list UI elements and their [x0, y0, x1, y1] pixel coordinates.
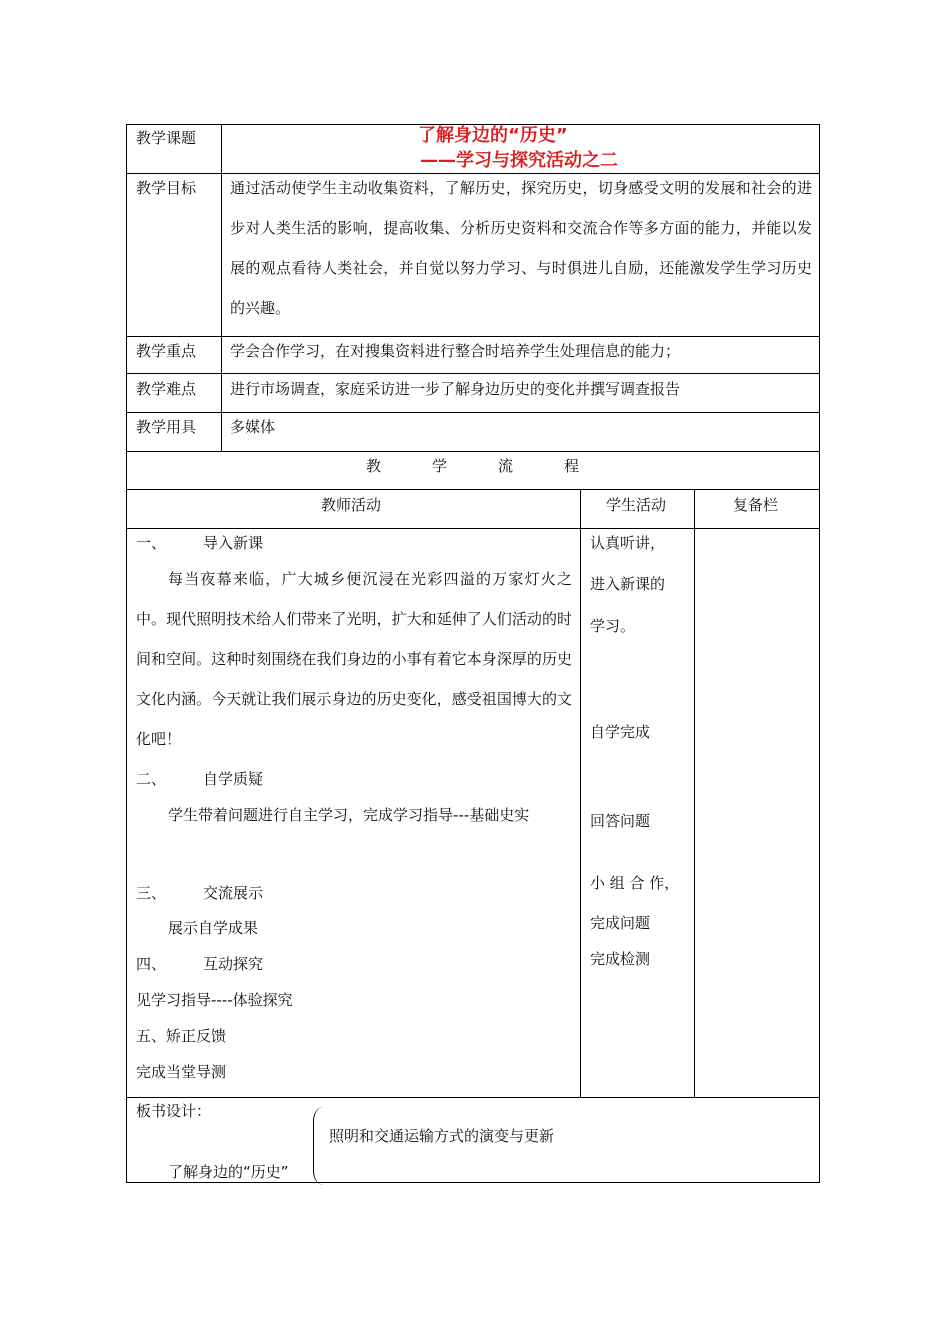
section-number: 二、	[136, 770, 167, 788]
difficulty-text: 进行市场调查，家庭采访进一步了解身边历史的变化并撰写调查报告	[230, 380, 681, 398]
focus-label: 教学重点	[136, 342, 197, 360]
student-activity: 学习。	[590, 617, 636, 635]
board-branch: 照明和交通运输方式的演变与更新	[329, 1127, 555, 1145]
row-divider	[126, 451, 820, 452]
flow-heading-char: 流	[498, 457, 514, 475]
student-activity: 回答问题	[590, 812, 651, 830]
student-activity: 自学完成	[590, 723, 651, 741]
topic-label: 教学课题	[136, 129, 197, 147]
section-title: 五、矫正反馈	[136, 1027, 227, 1045]
student-column-header: 学生活动	[606, 496, 667, 514]
section-title: 互动探究	[203, 955, 264, 973]
section-text: 见学习指导----体验探究	[136, 991, 293, 1009]
tools-text: 多媒体	[230, 418, 276, 436]
student-activity: 完成问题	[590, 914, 651, 932]
label-column-divider	[221, 124, 222, 451]
section-number: 三、	[136, 884, 167, 902]
tools-label: 教学用具	[136, 418, 197, 436]
goal-label: 教学目标	[136, 179, 197, 197]
teacher-student-divider	[580, 489, 581, 1097]
row-divider	[126, 412, 820, 413]
student-activity: 小 组 合 作，	[590, 874, 680, 892]
teacher-column-header: 教师活动	[321, 496, 382, 514]
lesson-subtitle: ——学习与探究活动之二	[420, 150, 618, 171]
flow-heading-char: 程	[564, 457, 580, 475]
brace-icon	[313, 1107, 325, 1185]
intro-paragraph: 每当夜幕来临，广大城乡便沉浸在光彩四溢的万家灯火之中。现代照明技术给人们带来了光明，扩大和延伸了人们活动的时间和空间。这种时刻围绕在我们身边的小事有着它本身深厚的历史文化内涵。今天就让我们展示身边的历史变化，感受祖国博大的文化吧！	[136, 570, 572, 748]
self-study-paragraph: 学生带着问题进行自主学习，完成学习指导---基础史实	[168, 806, 530, 824]
student-activity: 进入新课的	[590, 575, 666, 593]
section-title: 自学质疑	[203, 770, 264, 788]
difficulty-label: 教学难点	[136, 380, 197, 398]
student-activity: 完成检测	[590, 950, 651, 968]
section-text: 完成当堂导测	[136, 1063, 227, 1081]
section-title: 交流展示	[203, 884, 264, 902]
section-text: 展示自学成果	[168, 919, 259, 937]
flow-heading-char: 学	[432, 457, 448, 475]
section-number: 四、	[136, 955, 167, 973]
flow-heading-char: 教	[366, 457, 382, 475]
student-review-divider	[694, 489, 695, 1097]
section-title: 导入新课	[203, 534, 264, 552]
review-column-header: 复备栏	[733, 496, 779, 514]
row-divider	[126, 373, 820, 374]
row-divider	[126, 1097, 820, 1098]
goal-text: 通过活动使学生主动收集资料，了解历史，探究历史，切身感受文明的发展和社会的进步对人类生活的影响，提高收集、分析历史资料和交流合作等多方面的能力，并能以发展的观点看待人类社会，并自觉以努力学习、与时俱进儿自励，还能激发学生学习历史的兴趣。	[230, 179, 812, 317]
focus-text: 学会合作学习，在对搜集资料进行整合时培养学生处理信息的能力；	[230, 342, 681, 360]
row-divider	[126, 489, 820, 490]
section-number: 一、	[136, 534, 167, 552]
lesson-title: 了解身边的“历史”	[418, 125, 568, 146]
board-label: 板书设计：	[136, 1102, 212, 1120]
row-divider	[126, 336, 820, 337]
row-divider	[126, 528, 820, 529]
student-activity: 认真听讲，	[590, 534, 666, 552]
board-root: 了解身边的“历史”	[168, 1163, 289, 1181]
